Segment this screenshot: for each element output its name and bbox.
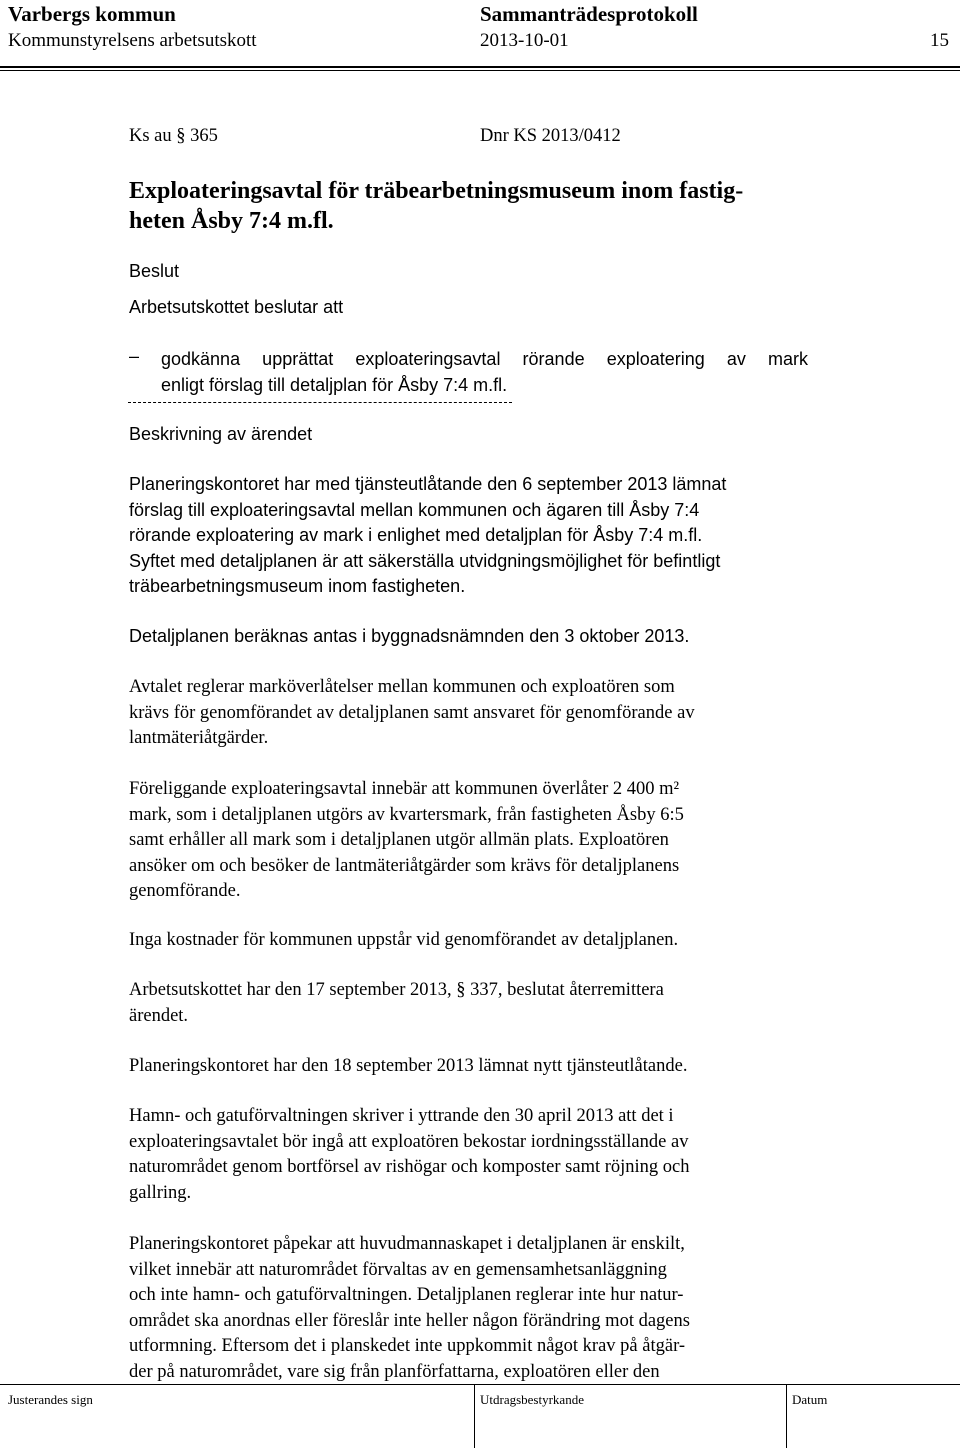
paragraph-line: rörande exploatering av mark i enlighet med detaljplan för Åsby 7:4 m.fl.: [129, 525, 703, 546]
paragraph-line: naturområdet genom bortförsel av rishögar och komposter samt röjning och: [129, 1157, 690, 1178]
decision-bullet: [161, 346, 808, 398]
paragraph: [129, 1232, 808, 1386]
decision-heading: Beslut: [129, 261, 180, 281]
decision-intro: Arbetsutskottet beslutar att: [129, 297, 344, 317]
footer-divider: [786, 1384, 787, 1448]
paragraph: [129, 777, 808, 905]
paragraph-line: ärendet.: [129, 1005, 189, 1026]
paragraph-line: samt erhåller all mark som i detaljplanen utgör allmän plats. Exploatören: [129, 830, 669, 851]
organization-name: Varbergs kommun: [8, 2, 176, 26]
paragraph-line: gallring.: [129, 1182, 192, 1203]
paragraph-line: der på naturområdet, vare sig från planförfattarna, exploatören eller den: [129, 1361, 660, 1382]
paragraph-line: Inga kostnader för kommunen uppstår vid genomförandet av detaljplanen.: [129, 930, 679, 950]
paragraph-line: genomförande.: [129, 881, 241, 902]
bullet-dash: –: [129, 346, 140, 366]
document-type: Sammanträdesprotokoll: [480, 2, 698, 26]
meeting-date: 2013-10-01: [480, 30, 569, 51]
paragraph-line: vilket innebär att naturområdet förvaltas av en gemensamhetsanläggning: [129, 1259, 667, 1280]
footer-rule: [0, 1384, 960, 1385]
page-number: 15: [930, 30, 949, 51]
committee-name: Kommunstyrelsens arbetsutskott: [8, 30, 257, 51]
decision-bullet-line: godkänna upprättat exploateringsavtal rörande exploatering av mark: [161, 349, 808, 369]
paragraph-line: exploateringsavtalet bör ingå att exploatören bekostar iordningsställande av: [129, 1131, 689, 1152]
paragraph-line: förslag till exploateringsavtal mellan kommunen och ägaren till Åsby 7:4: [129, 499, 700, 520]
paragraph: [129, 624, 808, 650]
header-rule-thin: [0, 70, 960, 71]
paragraph-line: Hamn- och gatuförvaltningen skriver i yttrande den 30 april 2013 att det i: [129, 1106, 674, 1126]
paragraph-line: lantmäteriåtgärder.: [129, 728, 269, 749]
paragraph-line: Avtalet reglerar marköverlåtelser mellan kommunen och exploatören som: [129, 677, 675, 697]
paragraph-line: Planeringskontoret påpekar att huvudmannaskapet i detaljplanen är enskilt,: [129, 1234, 685, 1254]
decision-bullet-line: enligt förslag till detaljplan för Åsby 7:4 m.fl.: [161, 375, 508, 395]
footer-divider: [474, 1384, 475, 1448]
footer-sign-label: Justerandes sign: [8, 1392, 93, 1407]
paragraph-line: Planeringskontoret har den 18 september 2013 lämnat nytt tjänsteutlåtande.: [129, 1056, 688, 1076]
paragraph-line: mark, som i detaljplanen utgörs av kvartersmark, från fastigheten Åsby 6:5: [129, 804, 684, 825]
paragraph-line: ansöker om och besöker de lantmäteriåtgärder som krävs för detaljplanens: [129, 855, 680, 876]
paragraph: [129, 1104, 808, 1206]
paragraph: [129, 472, 808, 600]
footer-date-label: Datum: [792, 1392, 828, 1407]
paragraph-line: Syftet med detaljplanen är att säkerställa utvidgningsmöjlighet för befintligt: [129, 550, 721, 571]
case-reference: Ks au § 365: [129, 126, 218, 146]
case-dnr: Dnr KS 2013/0412: [480, 126, 621, 146]
header-rule: [0, 66, 960, 68]
paragraph: [129, 1054, 808, 1080]
paragraph-line: Planeringskontoret har med tjänsteutlåtande den 6 september 2013 lämnat: [129, 474, 727, 494]
case-title-line: Exploateringsavtal för träbearbetningsmuseum inom fastig-: [129, 178, 744, 204]
paragraph-line: träbearbetningsmuseum inom fastigheten.: [129, 576, 466, 597]
paragraph-line: Detaljplanen beräknas antas i byggnadsnämnden den 3 oktober 2013.: [129, 626, 690, 646]
paragraph-line: området ska anordnas eller föreslår inte heller någon förändring mot dagens: [129, 1310, 690, 1331]
paragraph-line: utformning. Eftersom det i planskedet inte uppkommit något krav på åtgär-: [129, 1336, 686, 1357]
paragraph-line: Föreliggande exploateringsavtal innebär att kommunen överlåter 2 400 m²: [129, 779, 680, 799]
case-title: [129, 176, 743, 236]
section-divider: [128, 402, 512, 403]
paragraph: [129, 928, 808, 954]
paragraph-line: krävs för genomförandet av detaljplanen samt ansvaret för genomförande av: [129, 702, 695, 723]
footer-extract-label: Utdragsbestyrkande: [480, 1392, 584, 1407]
paragraph: [129, 675, 808, 752]
paragraph-line: Arbetsutskottet har den 17 september 2013, § 337, beslutat återremittera: [129, 980, 664, 1000]
description-heading: Beskrivning av ärendet: [129, 424, 313, 444]
paragraph: [129, 978, 808, 1029]
paragraph-line: och inte hamn- och gatuförvaltningen. Detaljplanen reglerar inte hur natur-: [129, 1285, 684, 1306]
case-title-line: heten Åsby 7:4 m.fl.: [129, 208, 334, 234]
